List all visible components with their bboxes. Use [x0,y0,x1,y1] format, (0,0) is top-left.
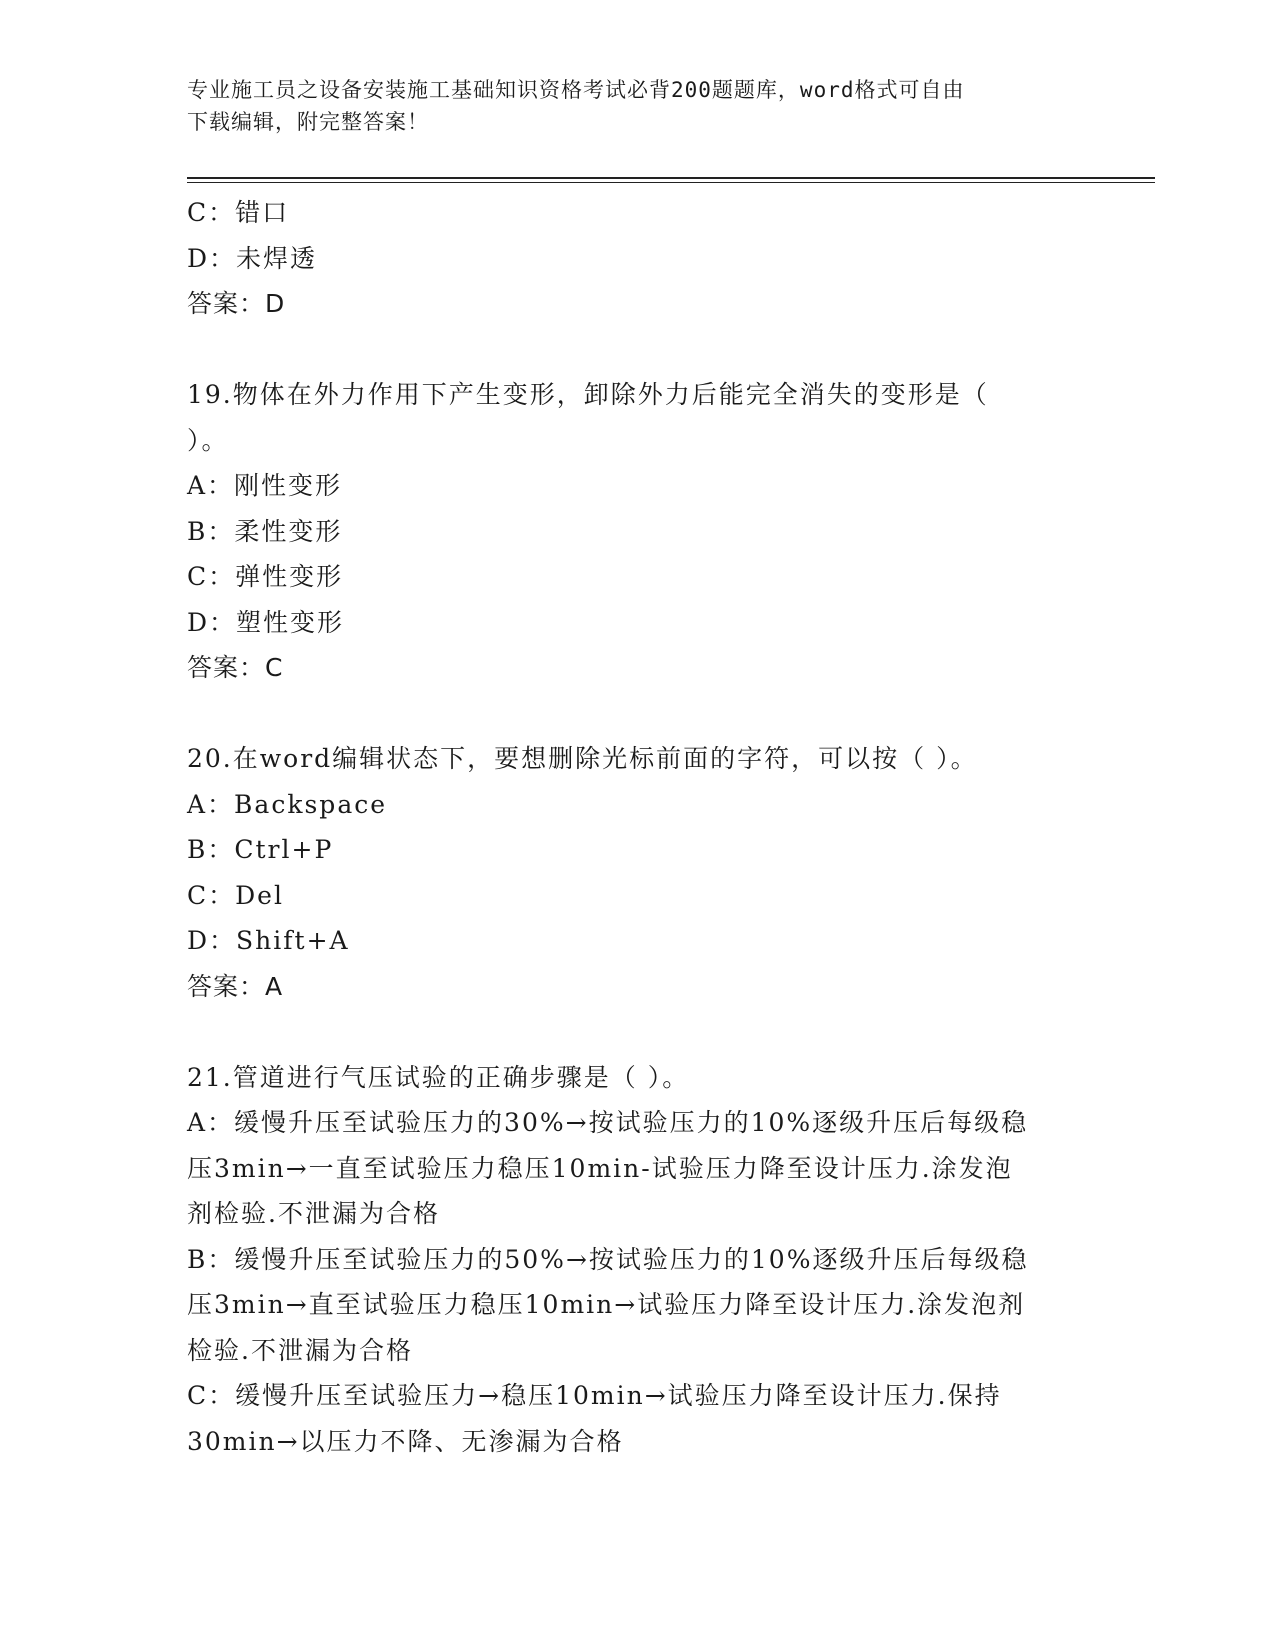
question-21-stem: 21.管道进行气压试验的正确步骤是（ ）。 [187,1062,690,1092]
question-21-option-b-line-1: B：缓慢升压至试验压力的50%→按试验压力的10%逐级升压后每级稳 [187,1244,1029,1274]
option-c: C：错口 [187,198,290,227]
option-d: D：未焊透 [187,243,318,273]
question-20-option-c: C：Del [187,880,284,910]
document-body [187,190,1087,1464]
question-19-option-c: C：弹性变形 [187,562,344,591]
spacer [187,1009,1087,1055]
header-title-line-2: 下载编辑，附完整答案！ [187,110,429,134]
question-19-stem-line-2: ）。 [187,425,229,455]
question-21-option-a-line-2: 压3min→一直至试验压力稳压10min-试验压力降至设计压力.涂发泡 [187,1153,1013,1183]
answer-line: 答案：D [187,289,286,318]
question-19-option-b: B：柔性变形 [187,516,343,546]
question-20-option-d: D：Shift+A [187,926,350,955]
spacer [187,691,1087,737]
header-rule-thin [187,182,1155,183]
question-19-answer: 答案：C [187,653,284,682]
question-21-option-a-line-3: 剂检验.不泄漏为合格 [187,1199,440,1228]
question-20-stem: 20.在word编辑状态下，要想删除光标前面的字符，可以按（ ）。 [187,744,978,773]
question-20-answer: 答案：A [187,971,284,1001]
header-rule-thick [187,177,1155,179]
question-19-stem-line-1: 19.物体在外力作用下产生变形，卸除外力后能完全消失的变形是（ [187,380,989,409]
question-21-option-a-line-1: A：缓慢升压至试验压力的30%→按试验压力的10%逐级升压后每级稳 [187,1108,1029,1137]
header-title-line-1: 专业施工员之设备安装施工基础知识资格考试必背200题题库，word格式可自由 [187,78,965,102]
question-20-option-b: B：Ctrl+P [187,835,334,864]
question-19-option-a: A：刚性变形 [187,471,343,500]
question-21-option-c-line-2: 30min→以压力不降、无渗漏为合格 [187,1426,624,1456]
spacer [187,327,1087,373]
question-20-option-a: A：Backspace [187,789,388,819]
question-21-option-b-line-2: 压3min→直至试验压力稳压10min→试验压力降至设计压力.涂发泡剂 [187,1290,1026,1319]
question-21-option-c-line-1: C：缓慢升压至试验压力→稳压10min→试验压力降至设计压力.保持 [187,1381,1002,1410]
question-21-option-b-line-3: 检验.不泄漏为合格 [187,1335,413,1365]
question-19-option-d: D：塑性变形 [187,607,345,637]
document-header [187,74,1067,138]
